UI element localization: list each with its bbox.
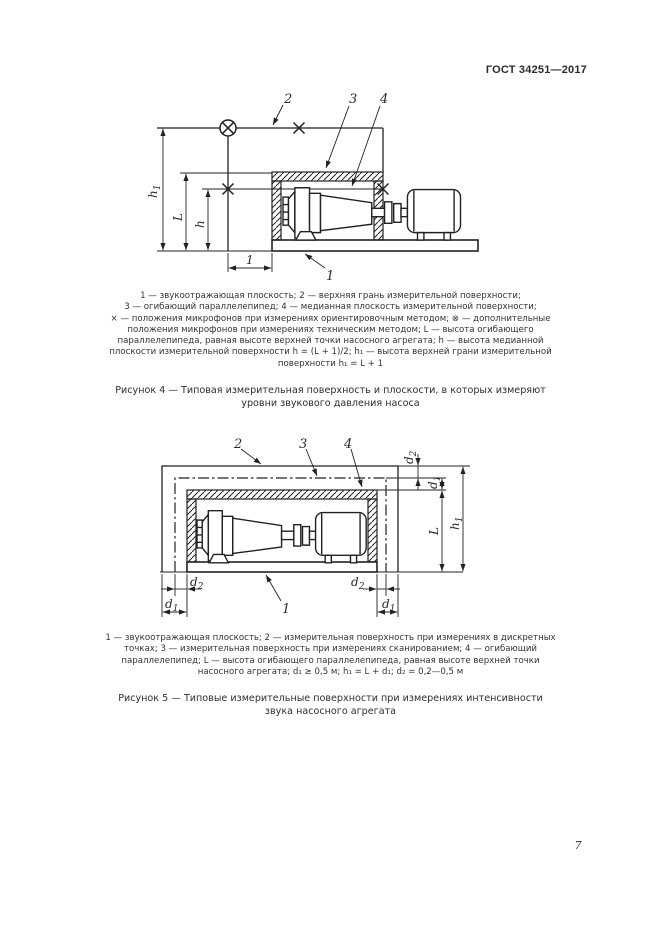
motor-foot xyxy=(444,233,450,240)
callout-3: 3 xyxy=(349,92,358,107)
callout-4: 4 xyxy=(344,437,353,452)
extension-line xyxy=(377,466,470,490)
motor-body xyxy=(407,190,460,233)
dimension-lines xyxy=(163,129,272,272)
dim-label-h1: $h_1$ xyxy=(448,516,465,530)
figure-5-title: Рисунок 5 — Типовые измерительные поверхности при измерениях интенсивности звука насосного агрегата xyxy=(118,693,543,717)
motor-body xyxy=(316,513,367,556)
pump-casing-cone xyxy=(321,195,372,231)
coupling xyxy=(294,525,301,546)
callout-2: 2 xyxy=(234,437,243,452)
suction-flange xyxy=(283,197,288,225)
dim-label-L: L xyxy=(427,527,441,535)
shaft xyxy=(372,208,385,216)
callout-leader xyxy=(266,575,281,601)
dim-label-d2-right: $d_2$ xyxy=(351,575,365,592)
pump-unit-drawing xyxy=(197,511,366,563)
callout-4: 4 xyxy=(380,92,389,107)
shaft xyxy=(282,531,294,539)
motor-foot xyxy=(325,555,331,562)
figure-4-caption: 1 — звукоотражающая плоскость; 2 — верхняя грань измерительной поверхности; 3 — огибающий параллелепипед; 4 — медианная плоскость измерительной поверхности; × — положения микрофонов при измерениях ориентировочным методом; ⊗ — дополнительные положения микрофонов при измерениях техническим методом; L — высота огибающего параллелепипеда, равная высоте верхней точки насосного агрегата; h — высота медианной плоскости измерительной поверхности h = (L + 1)/2; h₁ — высота верхней грани измерительной поверхности h₁ = L + 1 xyxy=(109,291,552,369)
dim-label-h1: $h_1$ xyxy=(146,184,163,198)
dim-label-d1-top: $d_1$ xyxy=(426,475,443,489)
pump-volute xyxy=(295,188,310,238)
dim-label-d1-left: $d_1$ xyxy=(165,597,179,614)
callout-leader xyxy=(306,449,317,476)
pump-unit-drawing xyxy=(283,188,461,240)
page-number: 7 xyxy=(574,838,582,852)
pump-casing-cone xyxy=(233,518,282,553)
figure-5-drawing xyxy=(0,428,661,623)
suction-flange xyxy=(197,520,202,548)
measurement-surface-outline xyxy=(157,128,383,251)
additional-microphone-marker xyxy=(220,120,236,136)
dim-label-1m: 1 xyxy=(246,253,254,267)
base-plate xyxy=(272,240,478,251)
callout-leader xyxy=(241,449,261,464)
motor-foot xyxy=(350,555,356,562)
motor-foot xyxy=(418,233,424,240)
figure-4-drawing xyxy=(0,88,661,288)
dim-label-d2-left: $d_2$ xyxy=(190,575,204,592)
dim-label-L: L xyxy=(171,213,185,221)
dim-label-h: h xyxy=(193,220,207,228)
callout-leader xyxy=(305,254,325,268)
figure-5-caption: 1 — звукоотражающая плоскость; 2 — измерительная поверхность при измерениях в дискретных точках; 3 — измерительная поверхность при измерениях сканированием; 4 — огибающий параллелепипед; L — высота огибающего параллелепипеда, равная высоте верхней точки насосного агрегата; d₁ ≥ 0,5 м; h₁ = L + d₁; d₂ = 0,2—0,5 м xyxy=(105,633,556,677)
pump-volute xyxy=(208,511,222,561)
coupling xyxy=(385,202,392,224)
dim-label-d2-top: $d_2$ xyxy=(402,450,419,464)
callout-leader xyxy=(326,106,349,168)
callout-1: 1 xyxy=(282,602,291,617)
standard-number-header: ГОСТ 34251—2017 xyxy=(485,64,587,76)
callout-3: 3 xyxy=(299,437,308,452)
callout-1: 1 xyxy=(326,269,335,284)
callout-2: 2 xyxy=(284,92,293,107)
callout-leader xyxy=(351,449,362,487)
figure-4-title: Рисунок 4 — Типовая измерительная поверхность и плоскости, в которых измеряют уровни звукового давления насоса xyxy=(115,385,546,409)
callout-leader xyxy=(273,105,283,125)
dim-label-d1-right: $d_1$ xyxy=(382,597,396,614)
